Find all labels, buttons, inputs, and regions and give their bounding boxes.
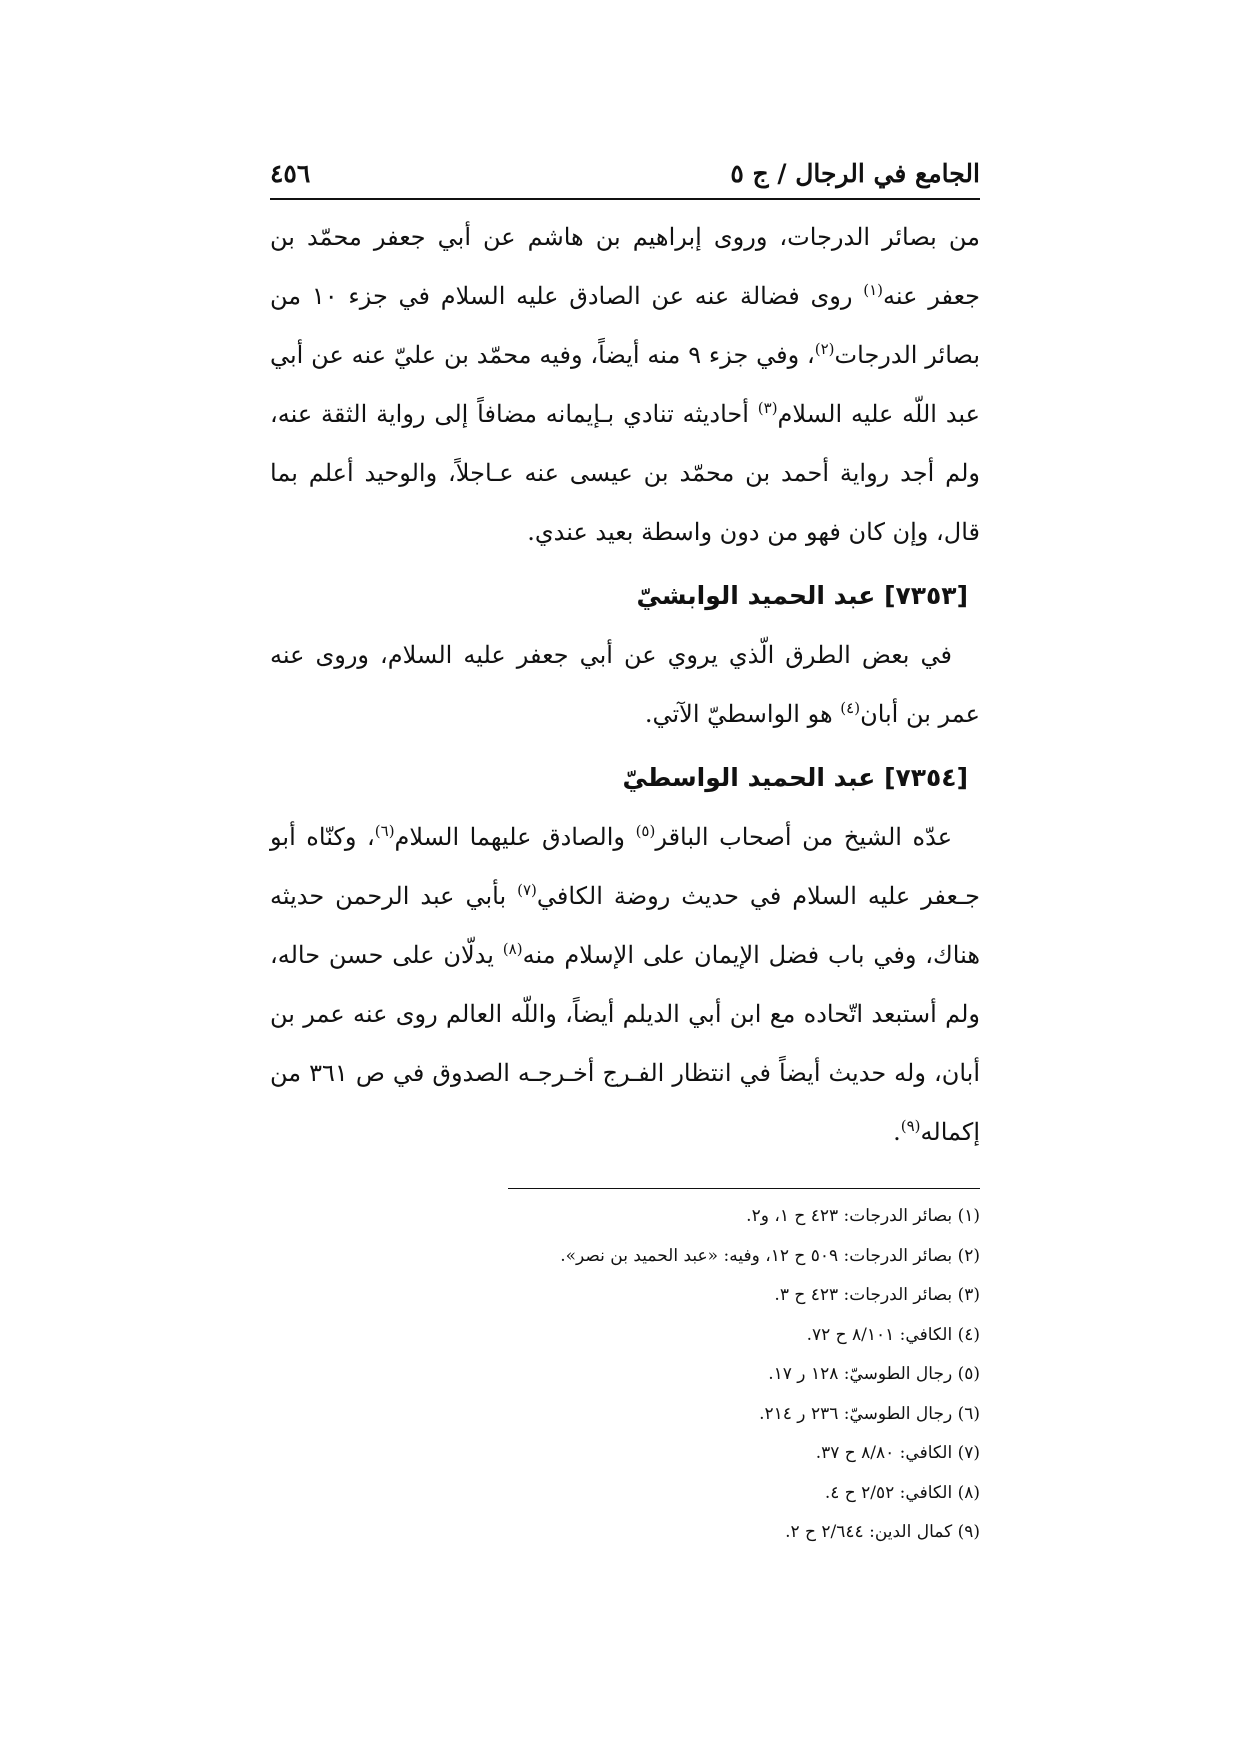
page-number: ٤٥٦ <box>270 158 311 188</box>
entry-title-7354: [٧٣٥٤] عبد الحميد الواسطيّ <box>622 763 968 792</box>
footnote-ref-6[interactable]: (٦) <box>374 822 395 840</box>
entry-title-7353: [٧٣٥٣] عبد الحميد الوابشيّ <box>636 581 968 610</box>
entry-body-7354: عدّه الشيخ من أصحاب الباقر$^{(٥)}$ والصادق عليهما السلام$^{(٦)}$، وكنّاه أبو جـعفر عليه السلام في حديث روضة الكافي$^{(٧)}$ بأبي عبد الرحمن حديثه هناك، وفي باب فضل الإيمان على الإسلام منه$^{(٨)}$ يدلّان على حسن حاله، ولم أستبعد اتّحاده مع ابن أبي الديلم أيضاً، واللّه العالم روى عنه عمر بن أبان، وله حديث أيضاً في انتظار الفـرج أخـرجـه الصدوق في ص ٣٦١ من إكماله$^{(٩)}$. <box>270 822 981 1146</box>
footnote-ref-9[interactable]: (٩) <box>900 1117 921 1135</box>
footnote-ref-2[interactable]: (٢) <box>814 340 835 358</box>
footnote-5: (٥) رجال الطوسيّ: ١٢٨ ر ١٧. <box>768 1364 980 1384</box>
footnote-1: (١) بصائر الدرجات: ٤٢٣ ح ١، و٢. <box>746 1206 980 1226</box>
footnote-ref-3[interactable]: (٣) <box>757 399 778 417</box>
footnote-divider <box>508 1188 980 1189</box>
page-header <box>270 150 980 196</box>
footnotes-list <box>270 1197 980 1553</box>
footnote-9: (٩) كمال الدين: ٢/٦٤٤ ح ٢. <box>785 1522 980 1542</box>
entry-body-7353: في بعض الطرق الّذي يروي عن أبي جعفر عليه السلام، وروى عنه عمر بن أبان$^{(٤)}$ هو الواسطيّ الآتي. <box>270 641 980 728</box>
book-page <box>270 150 980 1553</box>
header-divider <box>270 198 980 200</box>
footnote-7: (٧) الكافي: ٨/٨٠ ح ٣٧. <box>815 1443 980 1463</box>
footnote-ref-4[interactable]: (٤) <box>840 699 861 717</box>
footnote-8: (٨) الكافي: ٢/٥٢ ح ٤. <box>824 1482 980 1503</box>
running-title: الجامع في الرجال / ج ٥ <box>730 158 980 188</box>
footnote-4: (٤) الكافي: ٨/١٠١ ح ٧٢. <box>806 1324 980 1345</box>
footnote-ref-1[interactable]: (١) <box>863 281 884 299</box>
footnote-2: (٢) بصائر الدرجات: ٥٠٩ ح ١٢، وفيه: «عبد الحميد بن نصر». <box>560 1245 980 1266</box>
footnote-3: (٣) بصائر الدرجات: ٤٢٣ ح ٣. <box>774 1285 980 1305</box>
footnote-6: (٦) رجال الطوسيّ: ٢٣٦ ر ٢١٤. <box>759 1403 980 1424</box>
intro-paragraph: من بصائر الدرجات، وروى إبراهيم بن هاشم عن أبي جعفر محمّد بن جعفر عنه$^{(١)}$ روى فضالة عنه عن الصادق عليه السلام في جزء ١٠ من بصائر الدرجات$^{(٢)}$، وفي جزء ٩ منه أيضاً، وفيه محمّد بن عليّ عنه عن أبي عبد اللّه عليه السلام$^{(٣)}$ أحاديثه تنادي بـإيمانه مضافاً إلى رواية الثقة عنه، ولم أجد رواية أحمد بن محمّد بن عيسى عنه عـاجلاً، والوحيد أعلم بما قال، وإن كان فهو من دون واسطة بعيد عندي. <box>270 223 981 546</box>
footnote-ref-8[interactable]: (٨) <box>502 940 523 958</box>
footnote-ref-5[interactable]: (٥) <box>635 822 656 840</box>
footnote-ref-7[interactable]: (٧) <box>517 881 537 899</box>
